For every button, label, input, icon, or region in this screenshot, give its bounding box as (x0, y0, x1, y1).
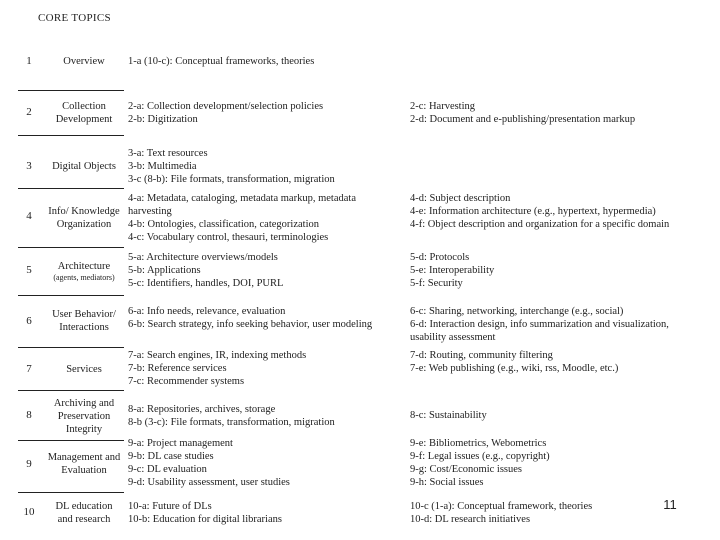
subtopic-line: 7-e: Web publishing (e.g., wiki, rss, Moodle, etc.) (410, 363, 619, 374)
subtopic-line: usability assessment (410, 332, 496, 343)
subtopic-line: 8-a: Repositories, archives, storage (128, 404, 276, 415)
subtopic-line: 4-e: Information architecture (e.g., hypertext, hypermedia) (410, 206, 656, 217)
subtopics-right (410, 349, 618, 375)
subtopic-line: 3-a: Text resources (128, 148, 208, 159)
subtopics-left (128, 251, 283, 290)
subtopic-line: 6-b: Search strategy, info seeking behavior, user modeling (128, 319, 373, 330)
subtopics-right (410, 251, 494, 290)
subtopics-right (410, 100, 635, 126)
subtopic-line: 9-a: Project management (128, 438, 233, 449)
subtopic-line: 9-d: Usability assessment, user studies (128, 477, 290, 488)
row-divider (18, 188, 124, 189)
row-number: 7 (26, 363, 32, 375)
subtopic-line: harvesting (128, 206, 172, 217)
subtopic-line: 3-b: Multimedia (128, 161, 197, 172)
subtopics-right (410, 305, 669, 344)
subtopic-line: 2-a: Collection development/selection policies (128, 101, 324, 112)
subtopic-line: 5-f: Security (410, 278, 463, 289)
subtopic-line: 6-c: Sharing, networking, interchange (e.g., social) (410, 306, 624, 317)
subtopic-line: 10-d: DL research initiatives (410, 514, 531, 525)
row-number: 8 (26, 409, 32, 421)
subtopic-line: 7-c: Recommender systems (128, 376, 245, 387)
topic-title: Architecture (57, 261, 111, 272)
topic-label: Info/ Knowledge Organization (48, 206, 120, 230)
row-divider (18, 90, 124, 91)
subtopic-line: 5-c: Identifiers, handles, DOI, PURL (128, 278, 284, 289)
subtopic-line: 7-d: Routing, community filtering (410, 350, 553, 361)
subtopic-line: 9-h: Social issues (410, 477, 484, 488)
subtopic-line: 2-d: Document and e-publishing/presentation markup (410, 114, 636, 125)
row-divider (18, 135, 124, 136)
subtopic-line: 5-a: Architecture overviews/models (128, 252, 278, 263)
subtopic-line: 9-b: DL case studies (128, 451, 214, 462)
subtopics-left (128, 403, 335, 429)
subtopics-left (128, 305, 372, 331)
subtopic-line: 9-g: Cost/Economic issues (410, 464, 522, 475)
row-number: 10 (23, 506, 35, 518)
row-divider (18, 247, 124, 248)
subtopics-right (410, 437, 550, 489)
topic-label: DL education and research (55, 501, 113, 525)
subtopics-right (410, 409, 487, 422)
row-number: 3 (26, 160, 32, 172)
topic-label: Services (66, 364, 102, 375)
subtopic-line: 9-e: Bibliometrics, Webometrics (410, 438, 547, 449)
subtopic-line: 4-a: Metadata, cataloging, metadata markup, metadata (128, 193, 356, 204)
subtopic-line: 7-b: Reference services (128, 363, 227, 374)
subtopic-line: 9-c: DL evaluation (128, 464, 207, 475)
subtopics-left (128, 500, 282, 526)
row-divider (18, 440, 124, 441)
row-number: 9 (26, 458, 32, 470)
subtopic-line: 5-d: Protocols (410, 252, 470, 263)
subtopic-line: 9-f: Legal issues (e.g., copyright) (410, 451, 550, 462)
subtopic-line: 10-c (1-a): Conceptual framework, theories (410, 501, 593, 512)
subtopics-left (128, 147, 335, 186)
subtopic-line: 2-c: Harvesting (410, 101, 476, 112)
subtopic-line: 8-b (3-c): File formats, transformation, migration (128, 417, 335, 428)
subtopic-line: 6-d: Interaction design, info summarization and visualization, (410, 319, 669, 330)
subtopic-line: 4-b: Ontologies, classification, categorization (128, 219, 319, 230)
row-divider (18, 390, 124, 391)
subtopics-right (410, 500, 592, 526)
subtopic-line: 3-c (8-b): File formats, transformation, migration (128, 174, 335, 185)
row-divider (18, 347, 124, 348)
subtopic-line: 7-a: Search engines, IR, indexing methods (128, 350, 307, 361)
topic-label: Overview (63, 56, 105, 67)
topic-label: Digital Objects (52, 161, 116, 172)
subtopic-line: 1-a (10-c): Conceptual frameworks, theories (128, 56, 315, 67)
subtopic-line: 4-c: Vocabulary control, thesauri, terminologies (128, 232, 329, 243)
row-divider (18, 492, 124, 493)
row-number: 2 (26, 106, 32, 118)
subtopic-line: 10-a: Future of DLs (128, 501, 212, 512)
topic-subtitle: (agents, mediators) (53, 273, 115, 282)
row-number: 6 (26, 315, 32, 327)
topic-label (44, 260, 124, 283)
topic-label: Archiving and Preservation Integrity (53, 398, 115, 435)
subtopics-left (128, 100, 323, 126)
topic-label: User Behavior/ Interactions (52, 309, 116, 333)
subtopic-line: 10-b: Education for digital librarians (128, 514, 282, 525)
subtopic-line: 2-b: Digitization (128, 114, 198, 125)
row-divider (18, 295, 124, 296)
subtopics-left (128, 55, 314, 68)
subtopics-right (410, 192, 669, 231)
subtopics-left (128, 192, 356, 244)
page-number: 11 (663, 497, 677, 512)
subtopic-line: 4-f: Object description and organization for a specific domain (410, 219, 670, 230)
subtopics-left (128, 349, 306, 388)
subtopics-left (128, 437, 290, 489)
subtopic-line: 4-d: Subject description (410, 193, 511, 204)
subtopic-line: 6-a: Info needs, relevance, evaluation (128, 306, 286, 317)
subtopic-line: 8-c: Sustainability (410, 410, 487, 421)
row-number: 5 (26, 264, 32, 276)
row-number: 1 (26, 55, 32, 67)
subtopic-line: 5-b: Applications (128, 265, 201, 276)
row-number: 4 (26, 210, 32, 222)
topic-label: Collection Development (55, 101, 113, 125)
topic-label: Management and Evaluation (47, 452, 121, 476)
subtopic-line: 5-e: Interoperability (410, 265, 495, 276)
page-title: CORE TOPICS (38, 12, 111, 24)
